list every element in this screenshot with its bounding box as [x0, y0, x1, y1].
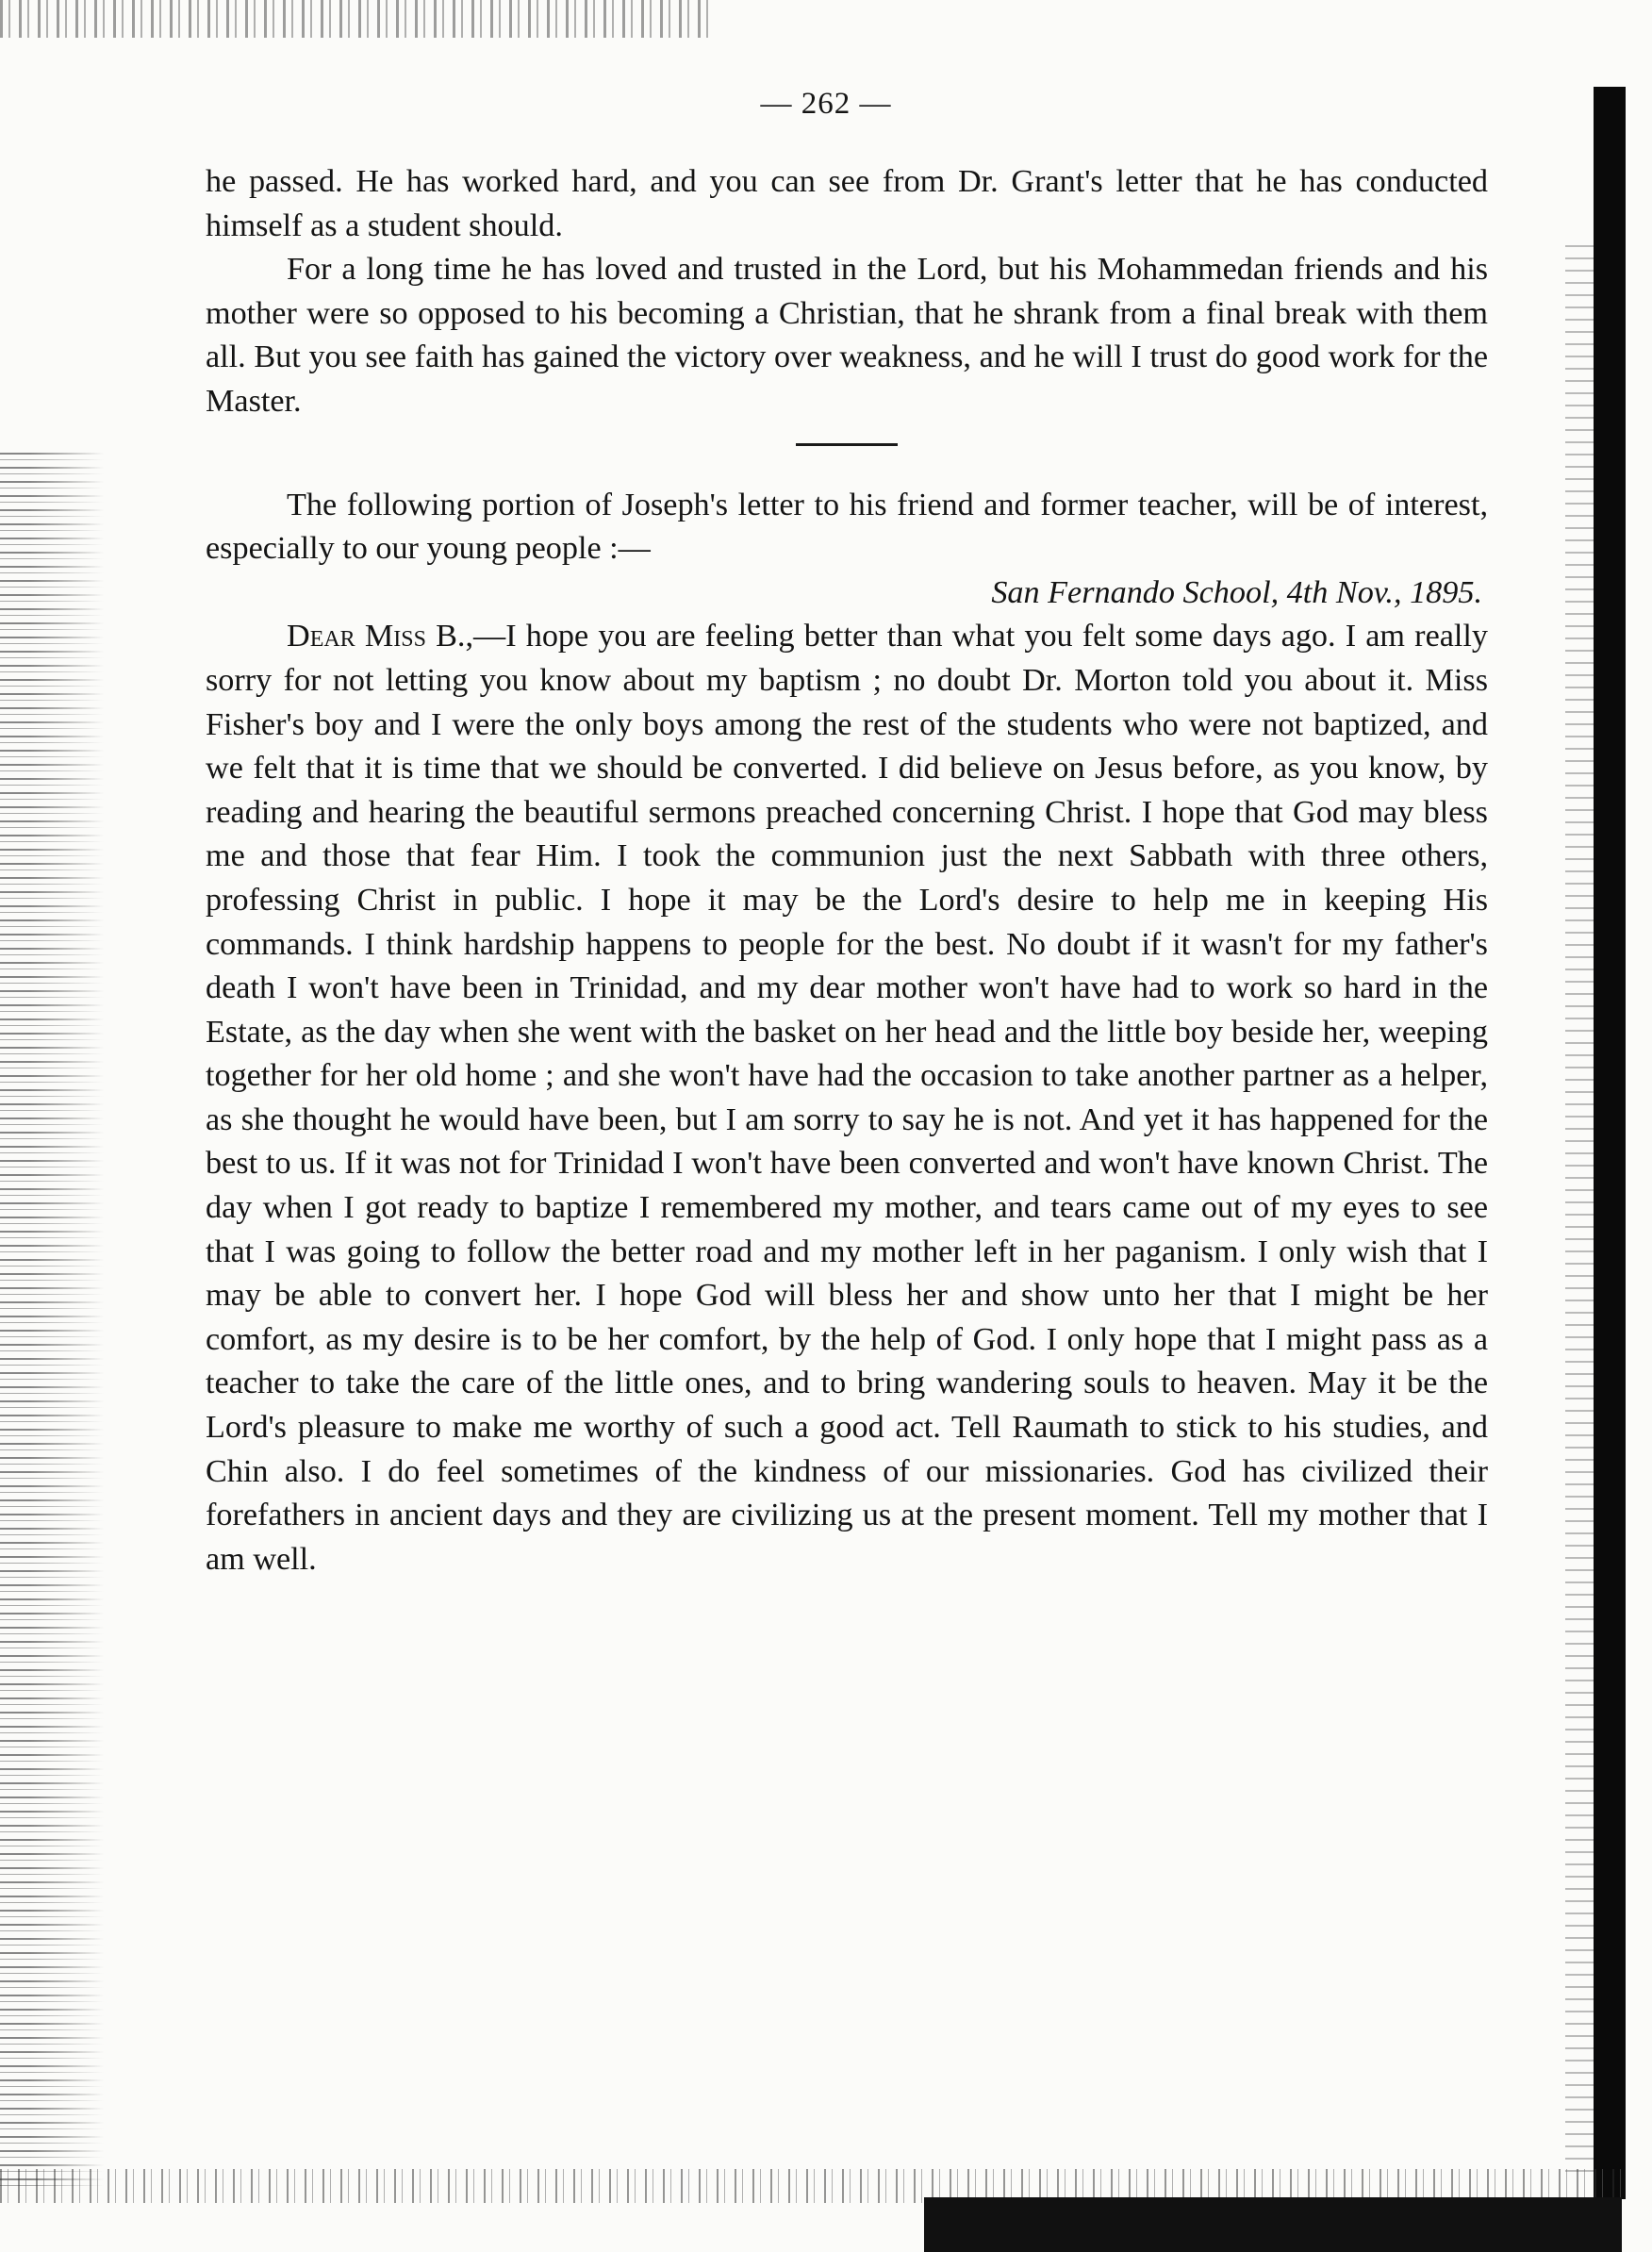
- paragraph-intro-letter: The following portion of Joseph's letter to his friend and former teacher, will be of interest, especially to our young people :—: [206, 487, 1488, 567]
- scan-noise-left: [0, 453, 104, 2188]
- scan-shadow-bottom: [924, 2197, 1622, 2252]
- body-text: [206, 160, 1488, 1581]
- letter-text: —I hope you are feeling better than what you felt some days ago. I am really sorry for not letting you know about my baptism ; no doubt Dr. Morton told you about it. Miss Fisher's boy and I were the only boys among the rest of the students who were not baptized, and we felt that it is time that we should be converted. I did believe on Jesus before, as you know, by reading and hearing the beautiful sermons preached concerning Christ. I hope that God may bless me and those that fear Him. I took the communion just the next Sabbath with three others, professing Christ in public. I hope it may be the Lord's desire to help me in keeping His commands. I think hardship happens to people for the best. No doubt if it wasn't for my father's death I won't have been in Trinidad, and my dear mother won't have had to work so hard in the Estate, as the day when she went with the basket on her head and the little boy beside her, weeping together for her old home ; and she won't have had the occasion to take another partner as a helper, as she thought he would have been, but I am sorry to say he is not. And yet it has happened for the best to us. If it was not for Trinidad I won't have been converted and won't have known Christ. The day when I got ready to baptize I remembered my mother, and tears came out of my eyes to see that I was going to follow the better road and my mother left in her paganism. I only wish that I may be able to convert her. I hope God will bless her and show unto her that I might be her comfort, as my desire is to be her comfort, by the help of God. I only hope that I might pass as a teacher to take the care of the little ones, and to bring wandering souls to heaven. May it be the Lord's pleasure to make me worthy of such a good act. Tell Raumath to stick to his studies, and Chin also. I do feel sometimes of the kindness of our missionaries. God has civilized their forefathers in ancient days and they are civilizing us at the present moment. Tell my mother that I am well.: [206, 619, 1489, 1577]
- scan-shadow-right: [1594, 87, 1626, 2199]
- paragraph-faith: For a long time he has loved and trusted in the Lord, but his Mohammedan friends and his mother were so opposed to his becoming a Christian, that he shrank from a final break with them all. But you see faith has gained the victory over weakness, and he will I trust do good work for the Master.: [206, 252, 1488, 419]
- scan-noise-right: [1565, 245, 1594, 2178]
- paragraph-continuation: he passed. He has worked hard, and you can see from Dr. Grant's letter that he has conducted himself as a student should.: [206, 164, 1488, 243]
- section-divider: [796, 443, 898, 446]
- letter-dateline: San Fernando School, 4th Nov., 1895.: [991, 574, 1482, 610]
- letter-salutation: Dear Miss B.,: [287, 619, 473, 654]
- letter-body: [206, 615, 1488, 1581]
- scan-noise-top: [0, 0, 717, 38]
- page-number: — 262 —: [760, 87, 892, 121]
